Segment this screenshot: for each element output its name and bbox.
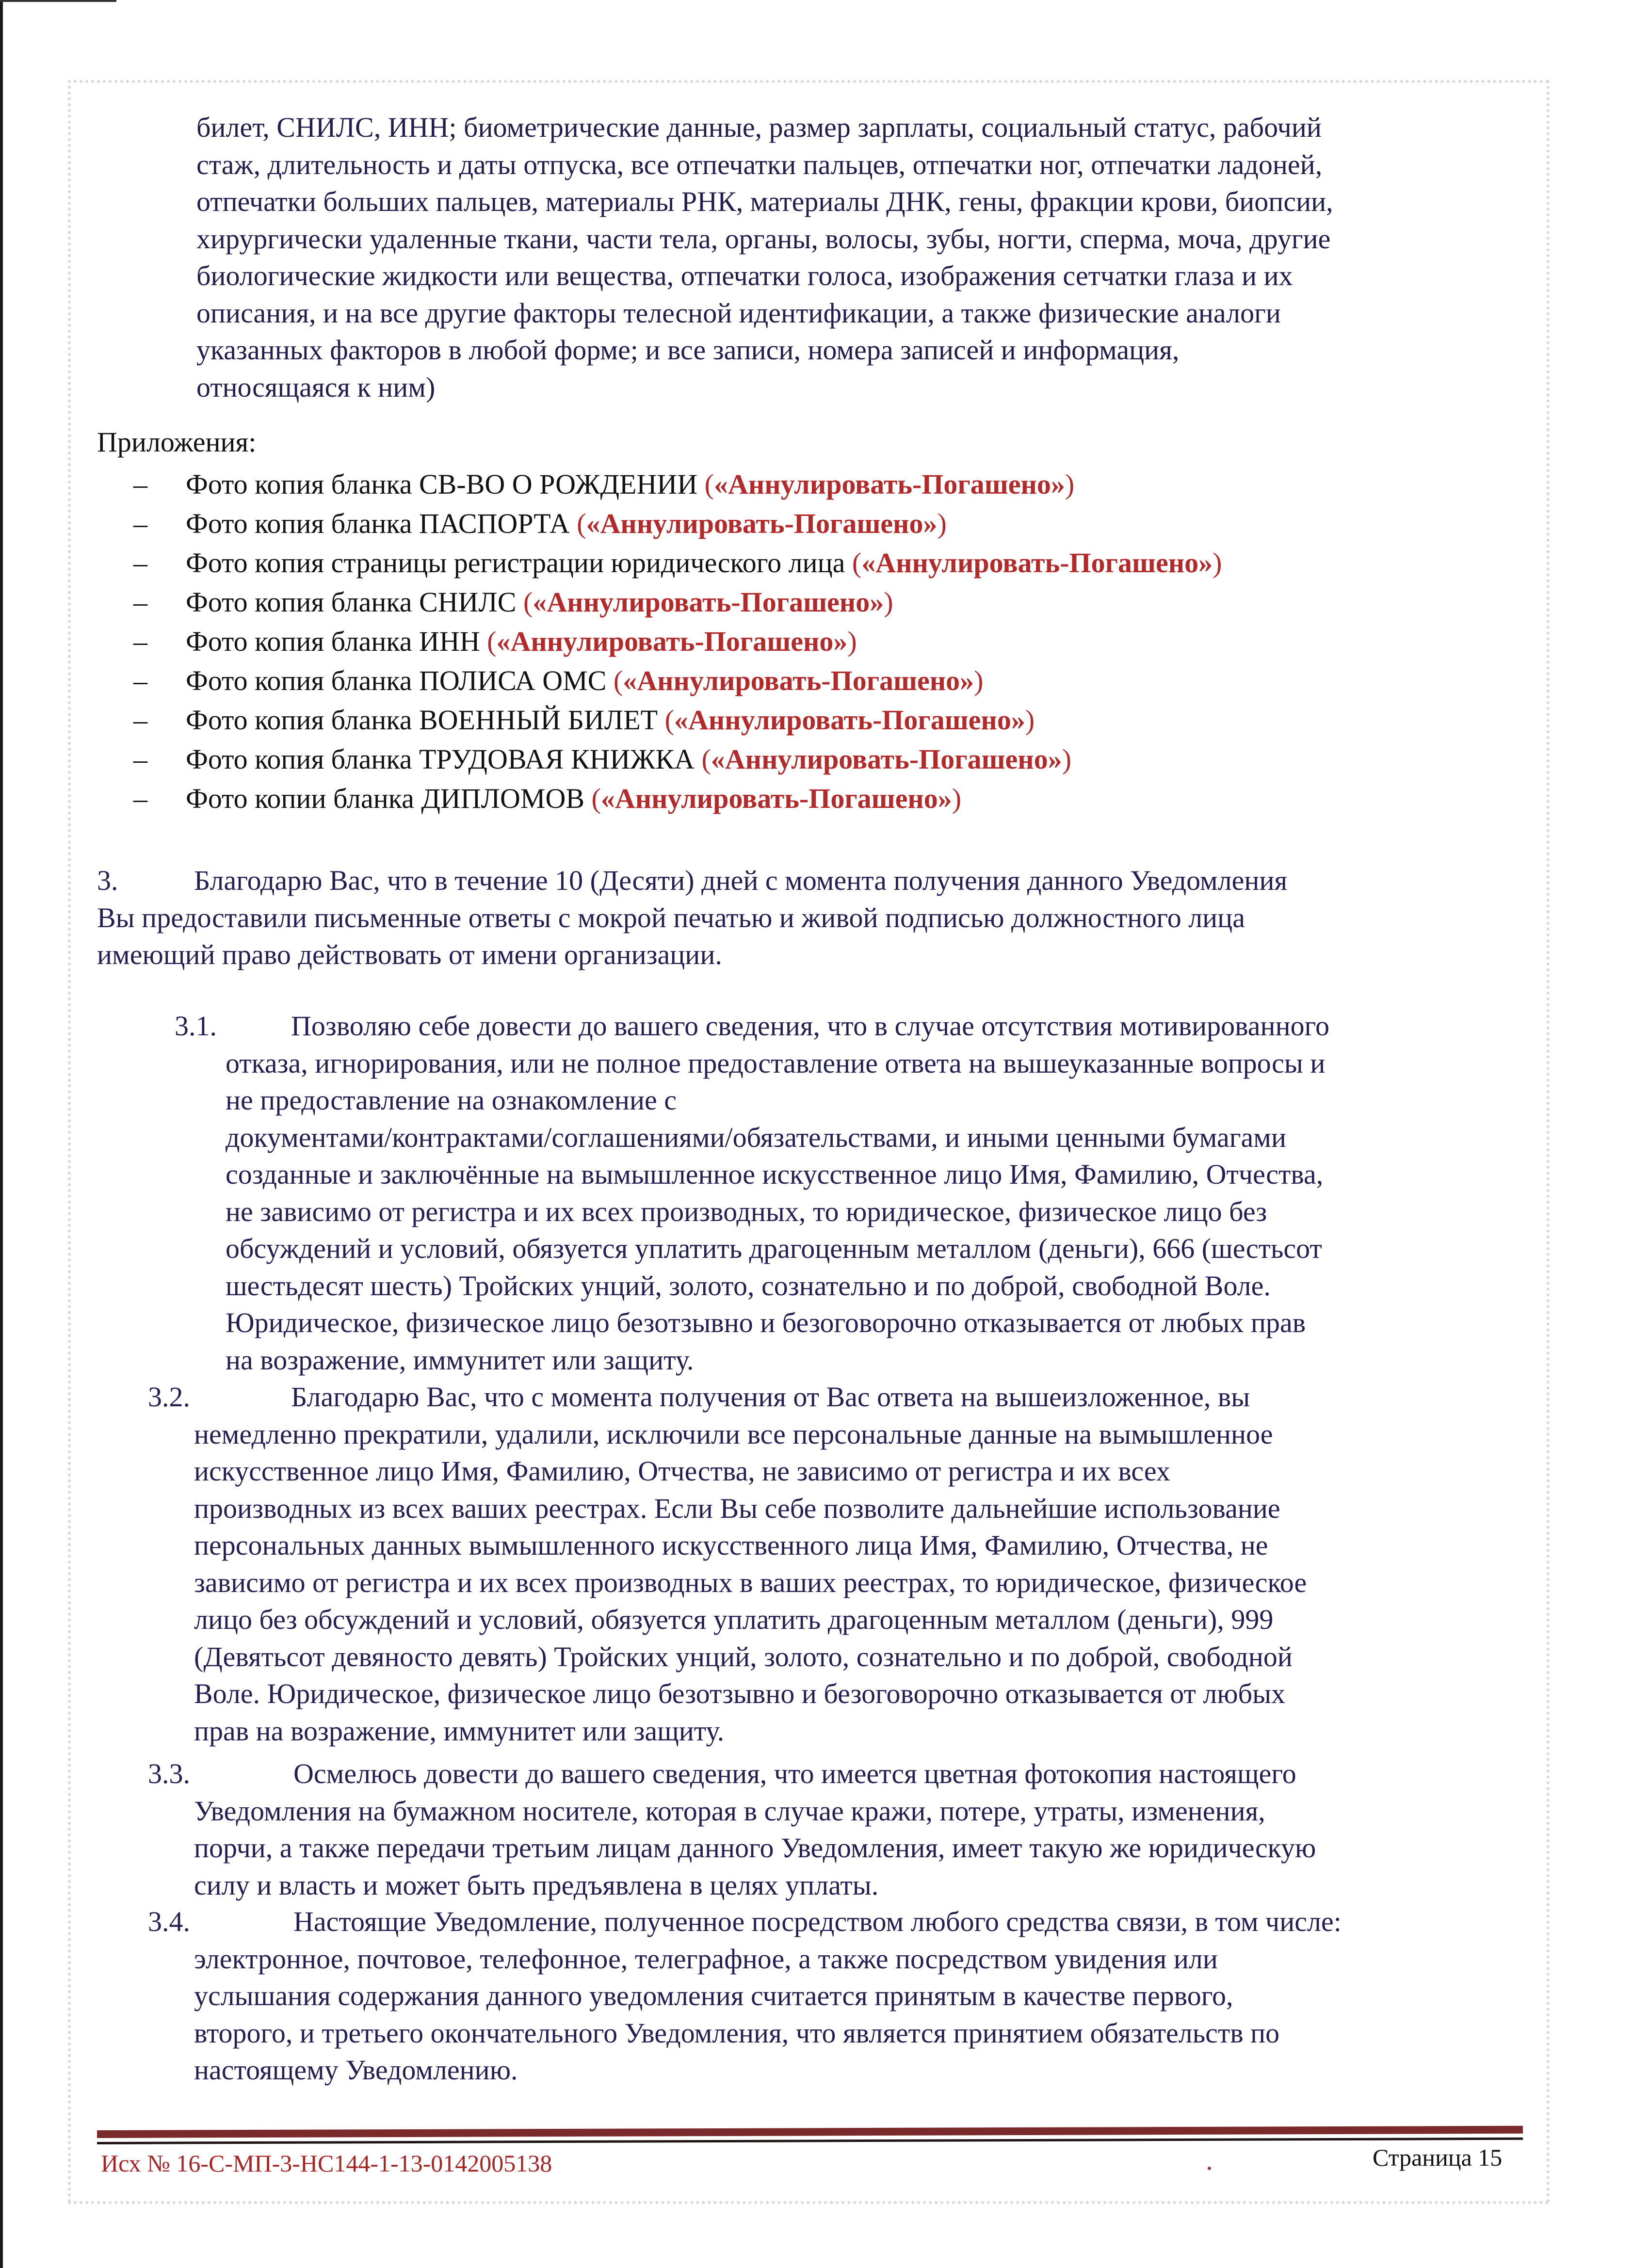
text-line: прав на возражение, иммунитет или защиту. [194, 1715, 725, 1747]
scan-edge-top [0, 0, 116, 2]
attachment-label: Фото копия бланка СВ-ВО О РОЖДЕНИИ [186, 468, 698, 500]
text-line: Благодарю Вас, что в течение 10 (Десяти) дней с момента получения данного Уведомления [194, 865, 1288, 896]
dash-bullet-icon: – [133, 468, 147, 500]
text-line: порчи, а также передачи третьим лицам данного Уведомления, имеет такую же юридическую [194, 1832, 1316, 1864]
dash-bullet-icon: – [133, 743, 147, 775]
text-line: хирургически удаленные ткани, части тела, органы, волосы, зубы, ногти, сперма, моча, другие [196, 223, 1331, 255]
text-line: отказа, игнорирования, или не полное предоставление ответа на вышеуказанные вопросы и [226, 1047, 1326, 1079]
text-line: электронное, почтовое, телефонное, телеграфное, а также посредством увидения или [194, 1943, 1218, 1975]
section-number: 3.1. [175, 1010, 217, 1042]
text-line: обсуждений и условий, обязуется уплатить драгоценным металлом (деньги), 666 (шестьсот [226, 1233, 1322, 1264]
text-line: зависимо от регистра и их всех производных в ваших реестрах, то юридическое, физическое [194, 1566, 1307, 1598]
dash-bullet-icon: – [133, 626, 147, 657]
dash-bullet-icon: – [133, 783, 147, 814]
text-line: Настоящие Уведомление, полученное посредством любого средства связи, в том числе: [293, 1906, 1342, 1937]
status-badge: «Аннулировать-Погашено» [600, 783, 952, 814]
text-line: биологические жидкости или вещества, отпечатки голоса, изображения сетчатки глаза и их [196, 260, 1293, 291]
dash-bullet-icon: – [133, 508, 147, 539]
text-line: производных из всех ваших реестрах. Если Вы себе позволите дальнейшие использование [194, 1492, 1280, 1524]
status-badge: «Аннулировать-Погашено» [713, 468, 1065, 500]
attachment-label: Фото копия бланка СНИЛС [186, 586, 517, 618]
text-line: Вы предоставили письменные ответы с мокрой печатью и живой подписью должностного лица [97, 901, 1245, 933]
text-line: не предоставление на ознакомление с [226, 1084, 677, 1116]
section-3-3 [148, 1755, 1533, 1904]
document-reference-number: Исх № 16-С-МП-3-НС144-1-13-0142005138 [101, 2150, 552, 2177]
status-badge: «Аннулировать-Погашено» [711, 743, 1062, 775]
text-line: услышания содержания данного уведомления считается принятым в качестве первого, [194, 1980, 1233, 2011]
attachment-label: Фото копия бланка ВОЕННЫЙ БИЛЕТ [186, 704, 658, 736]
text-line: Благодарю Вас, что с момента получения от Вас ответа на вышеизложенное, вы [291, 1381, 1250, 1413]
text-line: (Девятьсот девяносто девять) Тройских унций, золото, сознательно и по доброй, свободной [194, 1641, 1293, 1673]
top-paragraph [196, 109, 1535, 406]
text-line: стаж, длительность и даты отпуска, все отпечатки пальцев, отпечатки ног, отпечатки ладоней, [196, 148, 1323, 180]
attachment-label: Фото копии бланка ДИПЛОМОВ [186, 783, 585, 814]
text-line: Юридическое, физическое лицо безотзывно и безоговорочно отказывается от любых прав [226, 1307, 1306, 1338]
text-line: Позволяю себе довести до вашего сведения, что в случае отсутствия мотивированного [291, 1010, 1329, 1042]
page-number: Страница 15 [1373, 2144, 1503, 2171]
text-line: билет, СНИЛС, ИНН; биометрические данные, размер зарплаты, социальный статус, рабочий [196, 112, 1322, 143]
attachment-label: Фото копия страницы регистрации юридического лица [186, 547, 845, 579]
status-badge: «Аннулировать-Погашено» [533, 586, 884, 618]
section-number: 3.2. [148, 1381, 190, 1413]
text-line: отпечатки больших пальцев, материалы РНК, материалы ДНК, гены, фракции крови, биопсии, [196, 186, 1333, 217]
status-badge: «Аннулировать-Погашено» [586, 508, 938, 539]
text-line: относящаяся к ним) [196, 371, 436, 403]
text-line: созданные и заключённые на вымышленное искусственное лицо Имя, Фамилию, Отчества, [226, 1158, 1324, 1190]
text-line: второго, и третьего окончательного Уведомления, что является принятием обязательств по [194, 2017, 1280, 2049]
section-number: 3.4. [148, 1906, 190, 1937]
status-badge: «Аннулировать-Погашено» [623, 665, 974, 696]
section-3 [97, 862, 1504, 974]
attachment-label: Фото копия бланка ТРУДОВАЯ КНИЖКА [186, 743, 695, 775]
text-line: Осмелюсь довести до вашего сведения, что имеется цветная фотокопия настоящего [293, 1758, 1296, 1789]
attachment-label: Фото копия бланка ПОЛИСА ОМС [186, 665, 607, 696]
section-number: 3.3. [148, 1758, 190, 1789]
dash-bullet-icon: – [133, 586, 147, 618]
text-line: персональных данных вымышленного искусственного лица Имя, Фамилию, Отчества, не [194, 1529, 1268, 1561]
status-badge: «Аннулировать-Погашено» [496, 626, 848, 657]
text-line: на возражение, иммунитет или защиту. [226, 1344, 694, 1376]
text-line: немедленно прекратили, удалили, исключили все персональные данные на вымышленное [194, 1418, 1273, 1450]
text-line: Воле. Юридическое, физическое лицо безотзывно и безоговорочно отказывается от любых [194, 1678, 1286, 1709]
scan-edge [0, 0, 3, 2268]
section-3-4 [148, 1903, 1533, 2089]
text-line: лицо без обсуждений и условий, обязуется уплатить драгоценным металлом (деньги), 999 [194, 1604, 1274, 1635]
text-line: искусственное лицо Имя, Фамилию, Отчества, не зависимо от регистра и их всех [194, 1455, 1170, 1487]
attachment-label: Фото копия бланка ПАСПОРТА [186, 508, 570, 539]
section-3-2 [148, 1379, 1533, 1750]
status-badge: «Аннулировать-Погашено» [674, 704, 1025, 736]
section-3-1 [175, 1008, 1535, 1379]
text-line: не зависимо от регистра и их всех производных, то юридическое, физическое лицо без [226, 1195, 1267, 1227]
attachment-label: Фото копия бланка ИНН [186, 626, 480, 657]
dash-bullet-icon: – [133, 547, 147, 579]
text-line: шестьдесят шесть) Тройских унций, золото, сознательно и по доброй, свободной Воле. [226, 1270, 1271, 1302]
section-number: 3. [97, 865, 118, 896]
dash-bullet-icon: – [133, 665, 147, 696]
text-line: описания, и на все другие факторы телесной идентификации, а также физические аналоги [196, 297, 1281, 329]
text-line: Уведомления на бумажном носителе, которая в случае кражи, потере, утраты, изменения, [194, 1795, 1265, 1827]
text-line: настоящему Уведомлению. [194, 2054, 518, 2086]
text-line: силу и власть и может быть предъявлена в целях уплаты. [194, 1869, 879, 1901]
text-line: документами/контрактами/соглашениями/обязательствами, и иными ценными бумагами [226, 1121, 1287, 1153]
attachments-heading: Приложения: [97, 426, 257, 458]
scan-speck [1208, 2167, 1211, 2170]
text-line: имеющий право действовать от имени организации. [97, 939, 722, 970]
status-badge: «Аннулировать-Погашено» [861, 547, 1213, 579]
dash-bullet-icon: – [133, 704, 147, 736]
text-line: указанных факторов в любой форме; и все записи, номера записей и информация, [196, 334, 1180, 366]
